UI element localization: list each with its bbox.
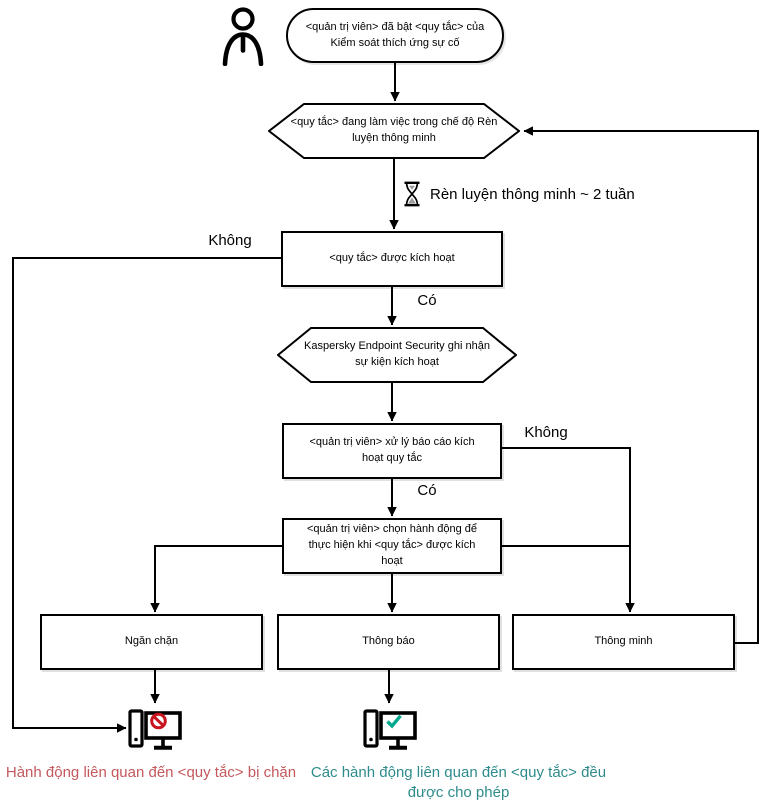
edge-label-yes-top [405, 292, 449, 309]
node-start-label: <quản trị viên> đã bật <quy tắc> của Kiểm soát thích ứng sự cố [305, 20, 485, 49]
training-duration-label: Rèn luyện thông minh ~ 2 tuần [430, 185, 635, 203]
no-left-text: Không [208, 232, 252, 249]
computer-allowed-icon [363, 706, 417, 754]
no-right-text: Không [524, 424, 568, 441]
node-smart-training-mode [268, 103, 520, 159]
yes-top-text: Có [417, 292, 437, 309]
person-icon [220, 6, 266, 66]
connector-choose-to-block [155, 546, 282, 612]
node-event-logged-label: Kaspersky Endpoint Security ghi nhận sự kiện kích hoạt [304, 340, 490, 368]
edge-label-no-left [200, 232, 260, 249]
training-duration-note [402, 181, 635, 207]
node-choose-action-label: <quản trị viên> chọn hành động để thực hiện khi <quy tắc> được kích hoạt [306, 523, 478, 567]
node-start [286, 8, 504, 63]
connector-process-no-to-smart [502, 448, 630, 612]
node-rule-triggered [281, 231, 503, 287]
caption-blocked-text: Hành động liên quan đến <quy tắc> bị chặn [5, 764, 297, 781]
node-action-smart [512, 614, 735, 670]
connector-smart-feedback-to-training [524, 131, 758, 643]
node-action-block [40, 614, 263, 670]
node-action-block-label: Ngăn chặn [124, 635, 179, 648]
yes-bottom-text: Có [417, 482, 437, 499]
computer-blocked-icon [128, 706, 182, 754]
node-action-notify [277, 614, 500, 670]
node-action-smart-label: Thông minh [594, 635, 653, 648]
pc-with-checkmark-icon [363, 706, 417, 754]
edge-label-no-right [514, 424, 578, 441]
node-process-report [282, 423, 502, 479]
administrator-icon [220, 6, 266, 66]
hourglass-icon [402, 181, 422, 207]
node-action-notify-label: Thông báo [362, 635, 415, 648]
caption-allowed-text: Các hành động liên quan đến <quy tắc> đều được cho phép [310, 764, 607, 802]
caption-allowed [310, 763, 607, 804]
edge-label-yes-bottom [405, 482, 449, 499]
node-process-report-label: <quản trị viên> xử lý báo cáo kích hoạt quy tắc [309, 436, 475, 464]
node-choose-action [282, 518, 502, 574]
node-smart-training-label: <quy tắc> đang làm việc trong chế độ Rèn luyện thông minh [290, 116, 498, 144]
caption-blocked [2, 763, 300, 783]
node-rule-triggered-label: <quy tắc> được kích hoạt [329, 252, 455, 265]
pc-with-prohibition-icon [128, 706, 182, 754]
node-event-logged [277, 327, 517, 383]
